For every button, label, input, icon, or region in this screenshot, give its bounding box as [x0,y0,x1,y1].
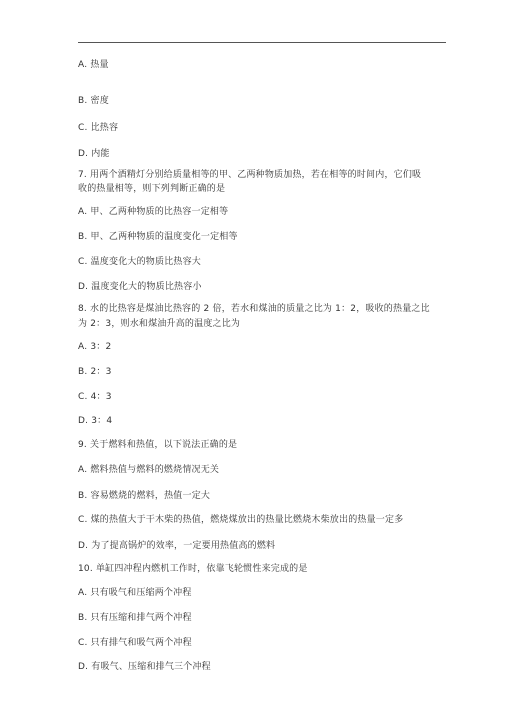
top-rule [78,42,446,43]
q9-option-d: D. 为了提高锅炉的效率，一定要用热值高的燃料 [78,541,276,551]
q6-option-a: A. 热量 [78,60,109,70]
q10-option-b: B. 只有压缩和排气两个冲程 [78,613,192,623]
q7-option-d: D. 温度变化大的物质比热容小 [78,282,202,292]
q10-option-a: A. 只有吸气和压缩两个冲程 [78,588,192,598]
q6-option-b: B. 密度 [78,96,109,106]
q8-stem-line-1: 8. 水的比热容是煤油比热容的 2 倍，若水和煤油的质量之比为 1：2，吸收的热量之比 [78,304,430,314]
q9-option-c: C. 煤的热值大于干木柴的热值，燃烧煤放出的热量比燃烧木柴放出的热量一定多 [78,515,404,525]
q6-option-c: C. 比热容 [78,123,119,133]
q8-stem-line-2: 为 2：3，则水和煤油升高的温度之比为 [78,319,241,329]
q9-option-b: B. 容易燃烧的燃料，热值一定大 [78,491,211,501]
q10-option-d: D. 有吸气、压缩和排气三个冲程 [78,662,211,672]
q7-option-a: A. 甲、乙两种物质的比热容一定相等 [78,207,229,217]
q8-option-d: D. 3：4 [78,416,113,426]
q9-stem: 9. 关于燃料和热值，以下说法正确的是 [78,440,238,450]
q7-option-c: C. 温度变化大的物质比热容大 [78,257,202,267]
q8-option-b: B. 2：3 [78,367,112,377]
q7-stem-line-2: 收的热量相等，则下列判断正确的是 [78,184,226,194]
q7-stem-line-1: 7. 用两个酒精灯分别给质量相等的甲、乙两种物质加热，若在相等的时间内，它们吸 [78,170,422,180]
q10-option-c: C. 只有排气和吸气两个冲程 [78,638,192,648]
q8-option-a: A. 3：2 [78,342,112,352]
q9-option-a: A. 燃料热值与燃料的燃烧情况无关 [78,465,220,475]
q8-option-c: C. 4：3 [78,392,112,402]
q6-option-d: D. 内能 [78,149,110,159]
q7-option-b: B. 甲、乙两种物质的温度变化一定相等 [78,232,238,242]
q10-stem: 10. 单缸四冲程内燃机工作时，依靠飞轮惯性来完成的是 [78,564,308,574]
